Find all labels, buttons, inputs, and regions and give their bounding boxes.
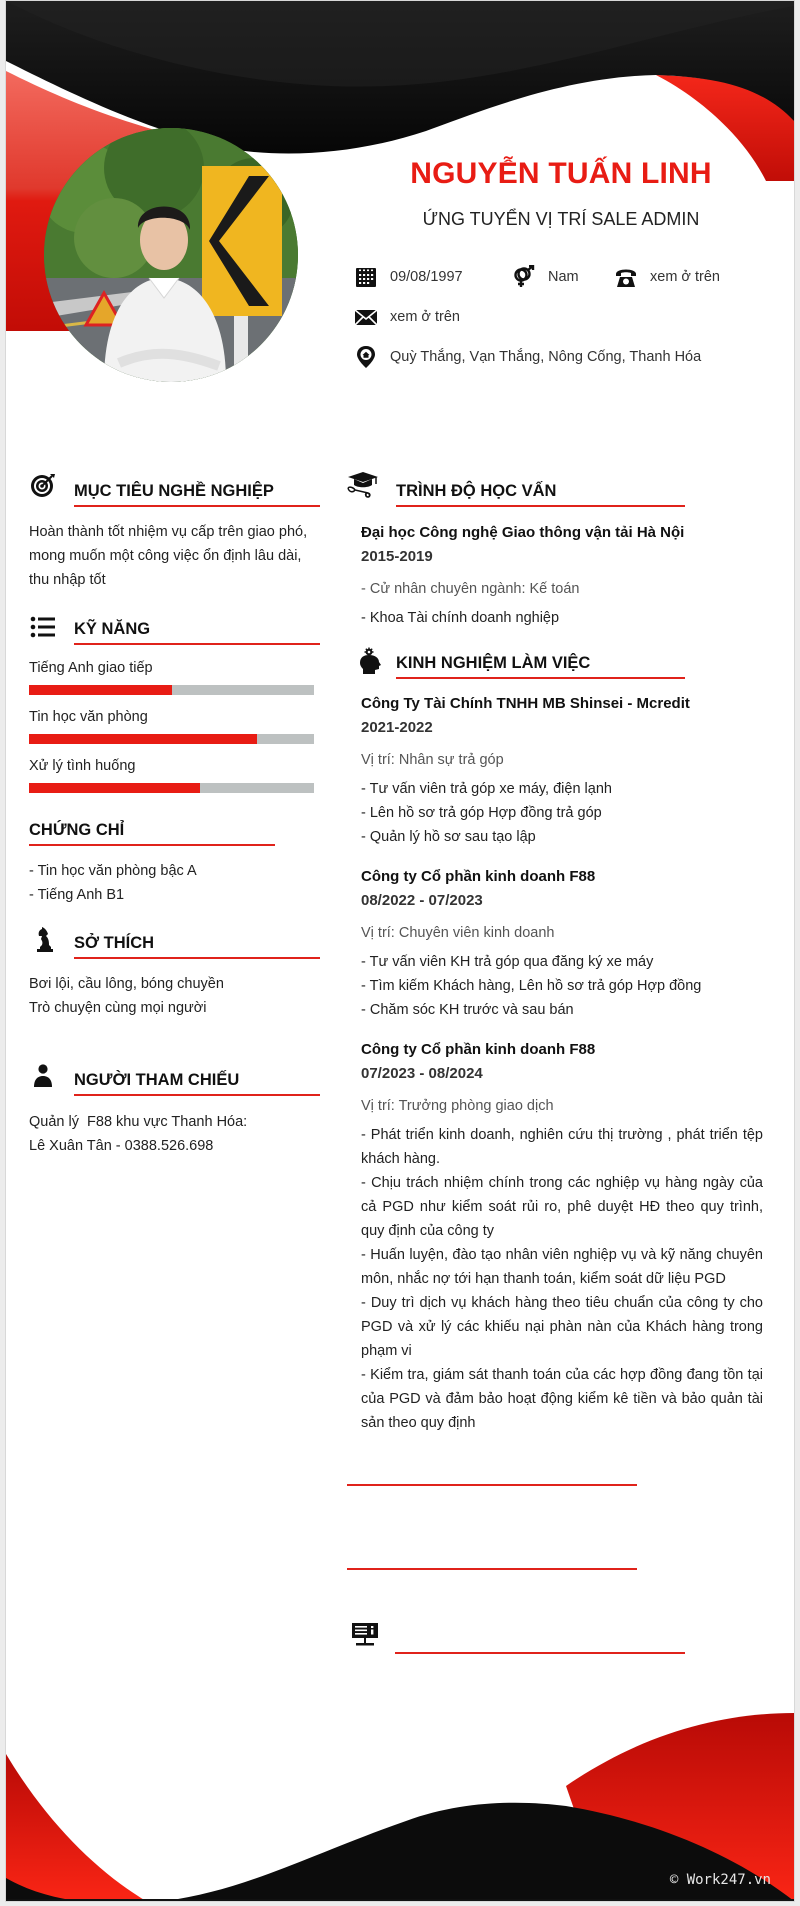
hobby-item: Trò chuyện cùng mọi người — [29, 1000, 207, 1016]
job-position: Vị trí: Nhân sự trả góp — [361, 752, 504, 768]
section-title: KỸ NĂNG — [74, 620, 151, 638]
job-company: Công ty Cổ phần kinh doanh F88 — [361, 1041, 596, 1058]
graduation-cap-icon — [346, 471, 378, 499]
section-title: KINH NGHIỆM LÀM VIỆC — [396, 654, 591, 672]
skill-bar-fill — [29, 685, 172, 695]
section-underline — [395, 1652, 685, 1654]
cv-page — [6, 1, 794, 1901]
section-title: TRÌNH ĐỘ HỌC VẤN — [396, 482, 557, 500]
skill-label: Xử lý tình huống — [29, 758, 136, 774]
contact-phone — [614, 265, 720, 289]
section-underline — [74, 505, 320, 507]
section-underline — [29, 844, 275, 846]
hobby-item: Bơi lội, cầu lông, bóng chuyền — [29, 976, 224, 992]
skill-bar-fill — [29, 734, 257, 744]
objective-text — [29, 520, 329, 592]
chess-knight-icon — [31, 925, 59, 953]
text-line: mong muốn một công việc ổn định lâu dài, — [29, 548, 302, 564]
text-line: thu nhập tốt — [29, 572, 106, 588]
skill-bar — [29, 734, 314, 744]
section-underline — [396, 505, 685, 507]
list-icon — [29, 613, 57, 641]
job-duty: - Chăm sóc KH trước và sau bán — [361, 1002, 574, 1018]
profile-photo — [44, 128, 298, 382]
education-major: - Cử nhân chuyên ngành: Kế toán — [361, 581, 580, 597]
contact-email — [354, 305, 460, 329]
section-title: NGƯỜI THAM CHIẾU — [74, 1071, 240, 1089]
job-duty: - Lên hồ sơ trả góp Hợp đồng trả góp — [361, 805, 602, 821]
job-duty: - Tìm kiếm Khách hàng, Lên hồ sơ trả góp Hợp đồng — [361, 978, 702, 994]
job-position: Vị trí: Chuyên viên kinh doanh — [361, 925, 555, 941]
section-underline — [74, 957, 320, 959]
job-period: 2021-2022 — [361, 719, 433, 736]
section-underline — [347, 1568, 637, 1570]
job-period: 07/2023 - 08/2024 — [361, 1065, 483, 1082]
applied-position: ỨNG TUYỂN VỊ TRÍ SALE ADMIN — [422, 209, 700, 229]
contact-birthday — [354, 265, 463, 289]
envelope-icon — [354, 305, 378, 329]
phone-icon — [614, 265, 638, 289]
calendar-icon — [354, 265, 378, 289]
hobbies-text — [29, 972, 329, 1020]
section-title: SỞ THÍCH — [74, 934, 155, 952]
footer-wave-decoration — [6, 1641, 794, 1901]
text-line: Hoàn thành tốt nhiệm vụ cấp trên giao phó, — [29, 524, 308, 540]
section-underline — [396, 677, 685, 679]
certificate-item: - Tin học văn phòng bậc A — [29, 863, 197, 879]
job-duty: - Duy trì dịch vụ khách hàng theo tiêu chuẩn của công ty cho PGD và xử lý các khiếu nại phàn nàn của Khách hàng trong phạm vi — [361, 1295, 763, 1359]
watermark: © Work247.vn — [669, 1872, 771, 1888]
references-text — [29, 1110, 329, 1158]
education-period: 2015-2019 — [361, 548, 433, 565]
education-detail: - Khoa Tài chính doanh nghiệp — [361, 610, 560, 626]
section-underline — [74, 643, 320, 645]
skill-bar — [29, 783, 314, 793]
head-gear-icon — [358, 647, 386, 675]
job-entry — [361, 692, 781, 849]
job-entry — [361, 1038, 763, 1435]
info-board-icon — [352, 1623, 378, 1647]
job-company: Công ty Cổ phần kinh doanh F88 — [361, 868, 596, 885]
certificate-item: - Tiếng Anh B1 — [29, 887, 125, 903]
profile-photo-illustration — [44, 128, 298, 382]
job-duty: - Tư vấn viên trả góp xe máy, điện lạnh — [361, 781, 612, 797]
skill-bar — [29, 685, 314, 695]
reference-line: Quản lý F88 khu vực Thanh Hóa: — [29, 1114, 248, 1130]
job-duty: - Chịu trách nhiệm chính trong các nghiệp vụ hàng ngày của cả PGD như kiểm soát rủi ro, phê duyệt HĐ theo quy trình, quy định của công ty — [361, 1175, 763, 1239]
skill-bar-fill — [29, 783, 200, 793]
job-duty: - Kiểm tra, giám sát thanh toán của các hợp đồng đang tồn tại của PGD và đảm bảo hoạt động kiểm kê tiền và bảo quản tài sản theo quy định — [361, 1367, 763, 1431]
job-duty: - Huấn luyện, đào tạo nhân viên nghiệp vụ và kỹ năng chuyên môn, nhắc nợ tới hạn thanh toán, kiểm soát dữ liệu PGD — [361, 1247, 763, 1287]
skill-label: Tiếng Anh giao tiếp — [29, 660, 153, 676]
job-duty: - Tư vấn viên KH trả góp qua đăng ký xe máy — [361, 954, 654, 970]
map-pin-home-icon — [354, 345, 378, 369]
user-icon — [32, 1063, 60, 1091]
school-name: Đại học Công nghệ Giao thông vận tải Hà Nội — [361, 524, 685, 541]
job-period: 08/2022 - 07/2023 — [361, 892, 483, 909]
section-underline — [74, 1094, 320, 1096]
certificates-list — [29, 859, 329, 907]
education-entry — [361, 521, 781, 630]
phone-value: xem ở trên — [650, 269, 720, 285]
address-value: Quỳ Thắng, Vạn Thắng, Nông Cống, Thanh Hóa — [390, 349, 702, 365]
job-company: Công Ty Tài Chính TNHH MB Shinsei - Mcredit — [361, 695, 690, 712]
job-entry — [361, 865, 781, 1022]
job-duty: - Quản lý hồ sơ sau tạo lập — [361, 829, 536, 845]
job-duty: - Phát triển kinh doanh, nghiên cứu thị trường , phát triển tệp khách hàng. — [361, 1127, 763, 1167]
email-value: xem ở trên — [390, 309, 460, 325]
birthday-value: 09/08/1997 — [390, 269, 463, 285]
gender-value: Nam — [548, 269, 579, 285]
section-title: CHỨNG CHỈ — [29, 821, 125, 839]
job-position: Vị trí: Trưởng phòng giao dịch — [361, 1098, 554, 1114]
candidate-name: NGUYỄN TUẤN LINH — [410, 157, 712, 190]
reference-line: Lê Xuân Tân - 0388.526.698 — [29, 1138, 214, 1154]
skill-label: Tin học văn phòng — [29, 709, 148, 725]
gender-icon — [512, 265, 536, 289]
contact-address — [354, 345, 701, 369]
contact-gender — [512, 265, 579, 289]
target-icon — [29, 471, 57, 499]
section-title: MỤC TIÊU NGHỀ NGHIỆP — [74, 482, 274, 500]
section-underline — [347, 1484, 637, 1486]
